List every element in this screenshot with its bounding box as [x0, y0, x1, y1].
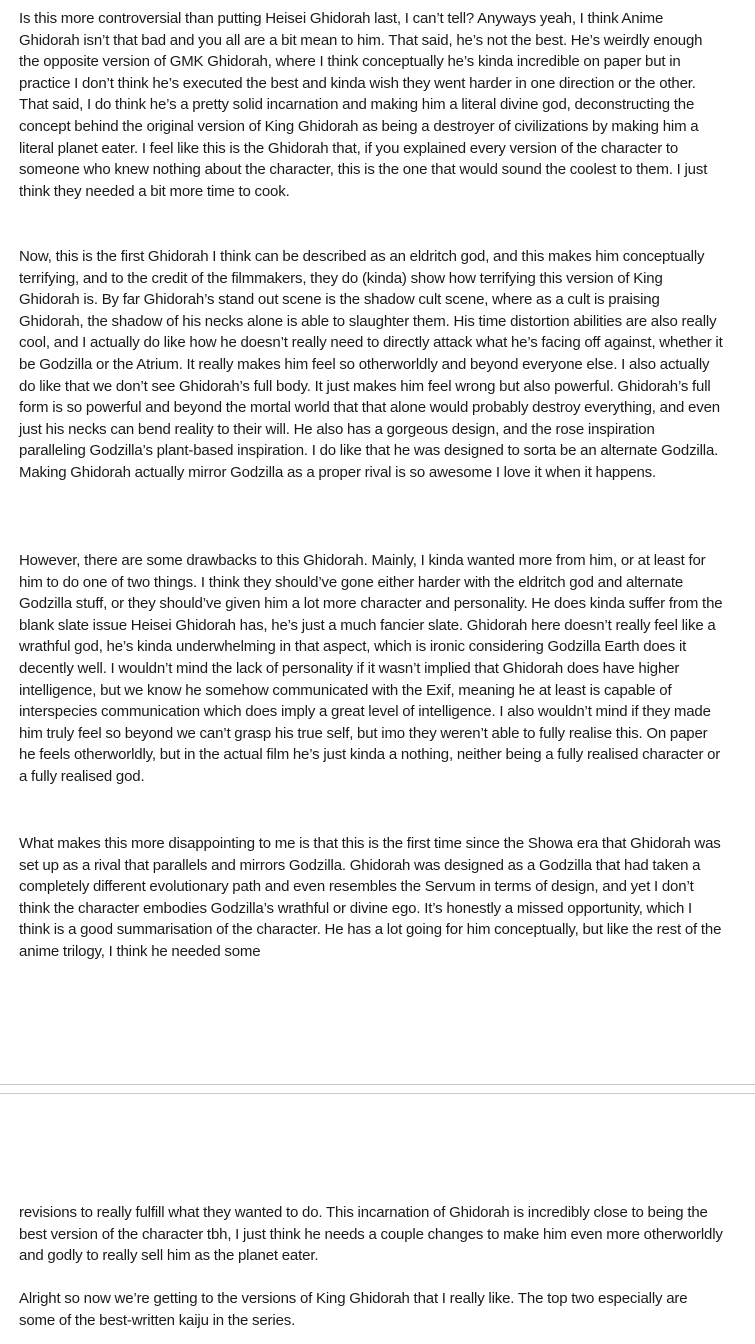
paragraph: Now, this is the first Ghidorah I think can be described as an eldritch god, and this makes him conceptually terrifying, and to the credit of the filmmakers, they do (kinda) show how terrifying this version of King Ghidorah is. By far Ghidorah’s stand out scene is the shadow cult scene, where as a cult is praising Ghidorah, the shadow of his necks alone is able to slaughter them. His time distortion abilities are also really cool, and I actually do like how he doesn’t really need to directly attack what he’s facing off against, whether it be Godzilla or the Atrium. It really makes him feel so otherworldly and beyond everyone else. I also actually do like that we don’t see Ghidorah’s full body. It just makes him feel wrong but also powerful. Ghidorah’s full form is so powerful and beyond the mortal world that that alone would probably destroy everything, and even just his necks can bend reality to their will. He also has a gorgeous design, and the rose inspiration paralleling Godzilla’s plant-based inspiration. I do like that he was designed to sorta be an alternate Godzilla. Making Ghidorah actually mirror Godzilla as a proper rival is so awesome I love it when it happens.	[19, 248, 723, 481]
document-page-2	[0, 1094, 755, 1344]
paragraph: Alright so now we’re getting to the versions of King Ghidorah that I really like. The top two especially are some of the best-written kaiju in the series.	[19, 1290, 688, 1329]
paragraph: revisions to really fulfill what they wanted to do. This incarnation of Ghidorah is incredibly close to being the best version of the character tbh, I just think he needs a couple changes to make him even more otherworldly and godly to really sell him as the planet eater.	[19, 1204, 723, 1265]
page-break	[0, 1084, 755, 1094]
paragraph: Is this more controversial than putting Heisei Ghidorah last, I can’t tell? Anyways yeah, I think Anime Ghidorah isn’t that bad and you all are a bit mean to him. That said, he’s not the best. He’s weirdly enough the opposite version of GMK Ghidorah, where I think conceptually he’s kinda incredible on paper but in practice I don’t think he’s executed the best and kinda wish they went harder in one direction or the other. That said, I do think he’s a pretty solid incarnation and making him a literal divine god, deconstructing the concept behind the original version of King Ghidorah as being a destroyer of civilizations by making him a literal planet eater. I feel like this is the Ghidorah that, if you explained every version of the character to someone who knew nothing about the character, this is the one that would sound the coolest to them. I just think they needed a bit more time to cook.	[19, 10, 708, 200]
paragraph: However, there are some drawbacks to this Ghidorah. Mainly, I kinda wanted more from him, or at least for him to do one of two things. I think they should’ve gone either harder with the eldritch god and alternate Godzilla stuff, or they should’ve given him a lot more character and personality. He does kinda suffer from the blank slate issue Heisei Ghidorah has, he’s just a much fancier slate. Ghidorah here doesn’t really feel like a wrathful god, he’s kinda underwhelming in that aspect, which is ironic considering Godzilla Earth does it decently well. I wouldn’t mind the lack of personality if it wasn’t implied that Ghidorah does have higher intelligence, but we know he somehow communicated with the Exif, meaning he at least is capable of interspecies communication which does imply a great level of intelligence. I also wouldn’t mind if they made him truly feel so beyond we can’t grasp his true self, but imo they weren’t able to fully realise this. On paper he feels otherworldly, but in the actual film he’s just kinda a nothing, neither being a fully realised character or a fully realised god.	[19, 552, 723, 785]
paragraph: What makes this more disappointing to me is that this is the first time since the Showa era that Ghidorah was set up as a rival that parallels and mirrors Godzilla. Ghidorah was designed as a Godzilla that had taken a completely different evolutionary path and even resembles the Servum in terms of design, and yet I don’t think the character embodies Godzilla’s wrathful or divine ego. It’s honestly a missed opportunity, which I think is a good summarisation of the character. He has a lot going for him conceptually, but like the rest of the anime trilogy, I think he needed some	[19, 835, 722, 960]
